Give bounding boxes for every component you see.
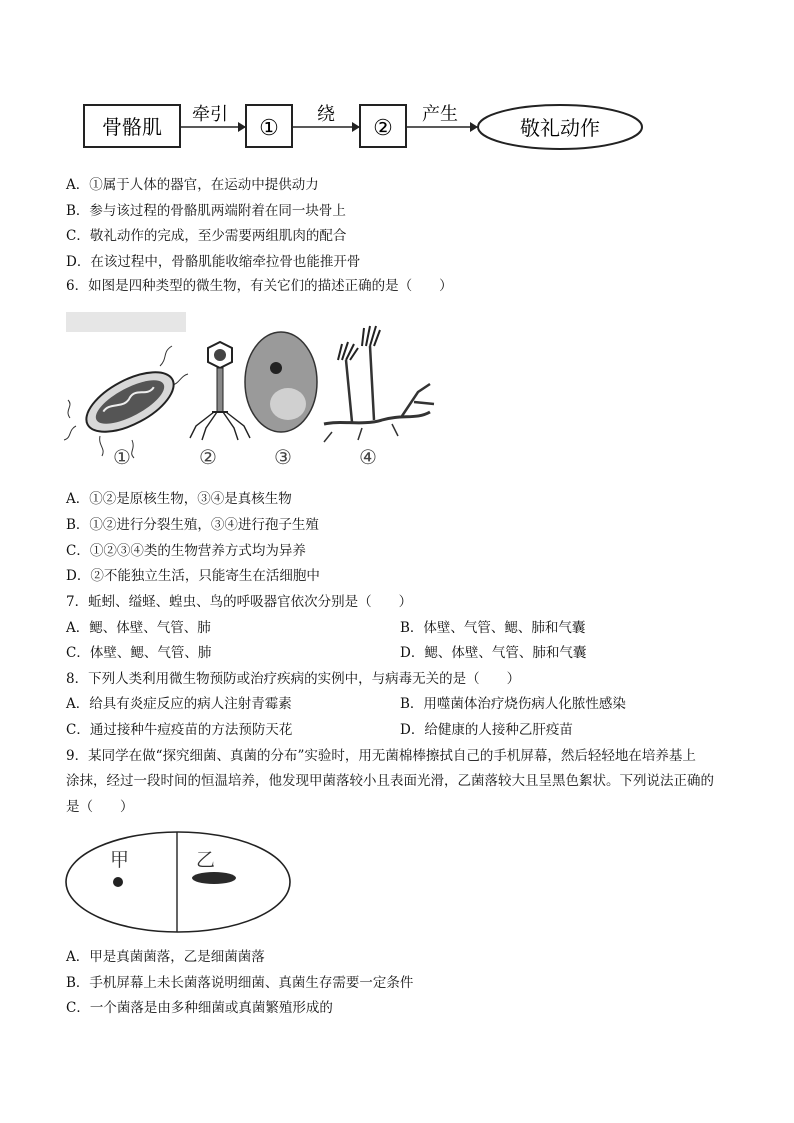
q6-stem: 6．如图是四种类型的微生物，有关它们的描述正确的是（ ） — [66, 278, 453, 294]
q7-stem: 7．蚯蚓、缢蛏、蝗虫、鸟的呼吸器官依次分别是（ ） — [66, 594, 413, 610]
q8-option-c: C．通过接种牛痘疫苗的方法预防天花 — [66, 722, 293, 738]
q9-option-b: B．手机屏幕上未长菌落说明细菌、真菌生存需要一定条件 — [66, 975, 414, 991]
q7-option-a: A．鳃、体壁、气管、肺 — [66, 620, 211, 636]
blurred-watermark — [66, 312, 186, 332]
q7-option-c: C．体壁、鳃、气管、肺 — [66, 645, 212, 661]
figure-label-3: ③ — [274, 445, 292, 469]
colony-label-jia: 甲 — [110, 849, 130, 871]
flow-box-1-text: ① — [259, 116, 279, 141]
q6-option-b: B．①②进行分裂生殖，③④进行孢子生殖 — [66, 517, 319, 533]
flow-arrowhead-2 — [352, 122, 360, 132]
q8-option-b: B．用噬菌体治疗烧伤病人化脓性感染 — [400, 696, 626, 712]
q9-option-a: A．甲是真菌菌落，乙是细菌菌落 — [66, 949, 265, 965]
colony-label-yi: 乙 — [196, 849, 216, 871]
yeast-cell-image — [245, 332, 317, 432]
flow-box-2-text: ② — [373, 116, 393, 141]
q5-option-d: D．在该过程中，骨骼肌能收缩牵拉骨也能推开骨 — [66, 254, 361, 270]
q9-stem-line1: 9．某同学在做“探究细菌、真菌的分布”实验时，用无菌棉棒擦拭自己的手机屏幕，然后轻轻地在培养基上 — [66, 748, 696, 764]
mould-image — [324, 326, 434, 442]
bacteriophage-image — [190, 342, 250, 440]
q8-stem: 8．下列人类利用微生物预防或治疗疾病的实例中，与病毒无关的是（ ） — [66, 671, 521, 687]
q7-option-d: D．鳃、体壁、气管、肺和气囊 — [400, 645, 587, 661]
figure-label-2: ② — [199, 445, 217, 469]
bacterium-image — [64, 346, 188, 458]
petri-dish-figure — [62, 826, 298, 938]
colony-jia — [113, 877, 123, 887]
q6-option-c: C．①②③④类的生物营养方式均为异养 — [66, 543, 306, 559]
flow-arrowhead-3 — [470, 122, 478, 132]
q9-stem-line3: 是（ ） — [66, 799, 134, 815]
q7-option-b: B．体壁、气管、鳃、肺和气囊 — [400, 620, 586, 636]
q9-stem-line2: 涂抹，经过一段时间的恒温培养，他发现甲菌落较小且表面光滑，乙菌落较大且呈黑色絮状。下列说法正确的 — [66, 773, 714, 789]
colony-yi — [192, 872, 236, 884]
figure-label-1: ① — [113, 445, 131, 469]
q8-option-a: A．给具有炎症反应的病人注射青霉素 — [66, 696, 292, 712]
flow-box-muscle-text: 骨骼肌 — [102, 115, 162, 139]
microorganism-figure — [62, 306, 440, 478]
flow-diagram — [80, 96, 650, 158]
flow-result-text: 敬礼动作 — [520, 116, 600, 140]
q8-option-d: D．给健康的人接种乙肝疫苗 — [400, 722, 573, 738]
q5-option-c: C．敬礼动作的完成，至少需要两组肌肉的配合 — [66, 228, 347, 244]
q9-option-c: C．一个菌落是由多种细菌或真菌繁殖形成的 — [66, 1000, 333, 1016]
flow-arrow-2-label: 绕 — [317, 104, 335, 125]
q5-option-a: A．①属于人体的器官，在运动中提供动力 — [66, 177, 319, 193]
figure-label-4: ④ — [359, 445, 377, 469]
flow-arrow-1-label: 牵引 — [192, 104, 228, 125]
flow-arrowhead-1 — [238, 122, 246, 132]
q5-option-b: B．参与该过程的骨骼肌两端附着在同一块骨上 — [66, 203, 346, 219]
q6-option-a: A．①②是原核生物，③④是真核生物 — [66, 491, 292, 507]
flow-arrow-3-label: 产生 — [422, 104, 458, 125]
petri-dish-outline — [66, 832, 290, 932]
q6-option-d: D．②不能独立生活，只能寄生在活细胞中 — [66, 568, 320, 584]
